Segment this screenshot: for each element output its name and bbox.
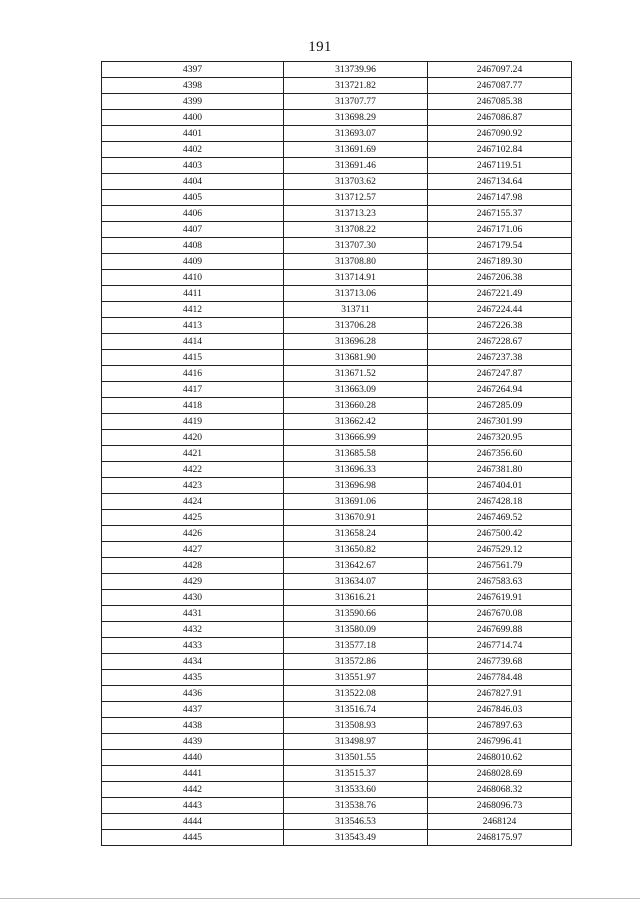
x-coordinate-cell: 313703.62 <box>284 174 428 190</box>
table-row <box>102 206 572 222</box>
x-coordinate-cell: 313634.07 <box>284 574 428 590</box>
x-coordinate-cell: 313671.52 <box>284 366 428 382</box>
x-coordinate-cell: 313572.86 <box>284 654 428 670</box>
y-coordinate-cell: 2467301.99 <box>428 414 572 430</box>
x-coordinate-cell: 313516.74 <box>284 702 428 718</box>
point-number-cell: 4434 <box>102 654 284 670</box>
y-coordinate-cell: 2467897.63 <box>428 718 572 734</box>
y-coordinate-cell: 2467670.08 <box>428 606 572 622</box>
table-row <box>102 334 572 350</box>
coordinate-table <box>101 61 572 846</box>
x-coordinate-cell: 313522.08 <box>284 686 428 702</box>
y-coordinate-cell: 2468096.73 <box>428 798 572 814</box>
y-coordinate-cell: 2468124 <box>428 814 572 830</box>
table-row <box>102 478 572 494</box>
x-coordinate-cell: 313685.58 <box>284 446 428 462</box>
table-row <box>102 510 572 526</box>
y-coordinate-cell: 2467228.67 <box>428 334 572 350</box>
point-number-cell: 4405 <box>102 190 284 206</box>
table-row <box>102 462 572 478</box>
y-coordinate-cell: 2467090.92 <box>428 126 572 142</box>
table-row <box>102 254 572 270</box>
x-coordinate-cell: 313696.33 <box>284 462 428 478</box>
x-coordinate-cell: 313666.99 <box>284 430 428 446</box>
y-coordinate-cell: 2467206.38 <box>428 270 572 286</box>
x-coordinate-cell: 313706.28 <box>284 318 428 334</box>
table-row <box>102 366 572 382</box>
x-coordinate-cell: 313712.57 <box>284 190 428 206</box>
x-coordinate-cell: 313498.97 <box>284 734 428 750</box>
table-row <box>102 606 572 622</box>
x-coordinate-cell: 313533.60 <box>284 782 428 798</box>
table-row <box>102 318 572 334</box>
y-coordinate-cell: 2467155.37 <box>428 206 572 222</box>
point-number-cell: 4409 <box>102 254 284 270</box>
y-coordinate-cell: 2468068.32 <box>428 782 572 798</box>
point-number-cell: 4418 <box>102 398 284 414</box>
x-coordinate-cell: 313580.09 <box>284 622 428 638</box>
table-row <box>102 830 572 846</box>
y-coordinate-cell: 2467171.06 <box>428 222 572 238</box>
y-coordinate-cell: 2467224.44 <box>428 302 572 318</box>
point-number-cell: 4403 <box>102 158 284 174</box>
table-row <box>102 718 572 734</box>
table-row <box>102 222 572 238</box>
y-coordinate-cell: 2467134.64 <box>428 174 572 190</box>
point-number-cell: 4425 <box>102 510 284 526</box>
table-row <box>102 446 572 462</box>
table-row <box>102 382 572 398</box>
x-coordinate-cell: 313546.53 <box>284 814 428 830</box>
x-coordinate-cell: 313713.23 <box>284 206 428 222</box>
x-coordinate-cell: 313691.69 <box>284 142 428 158</box>
y-coordinate-cell: 2467119.51 <box>428 158 572 174</box>
y-coordinate-cell: 2467619.91 <box>428 590 572 606</box>
y-coordinate-cell: 2467529.12 <box>428 542 572 558</box>
x-coordinate-cell: 313739.96 <box>284 62 428 78</box>
x-coordinate-cell: 313650.82 <box>284 542 428 558</box>
y-coordinate-cell: 2467739.68 <box>428 654 572 670</box>
x-coordinate-cell: 313707.77 <box>284 94 428 110</box>
y-coordinate-cell: 2467189.30 <box>428 254 572 270</box>
point-number-cell: 4406 <box>102 206 284 222</box>
point-number-cell: 4437 <box>102 702 284 718</box>
x-coordinate-cell: 313708.80 <box>284 254 428 270</box>
x-coordinate-cell: 313577.18 <box>284 638 428 654</box>
x-coordinate-cell: 313681.90 <box>284 350 428 366</box>
point-number-cell: 4429 <box>102 574 284 590</box>
page-number: 191 <box>308 39 332 55</box>
point-number-cell: 4424 <box>102 494 284 510</box>
y-coordinate-cell: 2467221.49 <box>428 286 572 302</box>
point-number-cell: 4411 <box>102 286 284 302</box>
table-row <box>102 270 572 286</box>
y-coordinate-cell: 2467086.87 <box>428 110 572 126</box>
point-number-cell: 4426 <box>102 526 284 542</box>
table-row <box>102 542 572 558</box>
table-row <box>102 78 572 94</box>
x-coordinate-cell: 313616.21 <box>284 590 428 606</box>
point-number-cell: 4439 <box>102 734 284 750</box>
point-number-cell: 4401 <box>102 126 284 142</box>
table-row <box>102 110 572 126</box>
x-coordinate-cell: 313501.55 <box>284 750 428 766</box>
x-coordinate-cell: 313660.28 <box>284 398 428 414</box>
table-row <box>102 654 572 670</box>
x-coordinate-cell: 313696.98 <box>284 478 428 494</box>
table-row <box>102 126 572 142</box>
y-coordinate-cell: 2467285.09 <box>428 398 572 414</box>
point-number-cell: 4412 <box>102 302 284 318</box>
table-row <box>102 94 572 110</box>
y-coordinate-cell: 2467784.48 <box>428 670 572 686</box>
x-coordinate-cell: 313551.97 <box>284 670 428 686</box>
point-number-cell: 4431 <box>102 606 284 622</box>
point-number-cell: 4415 <box>102 350 284 366</box>
point-number-cell: 4423 <box>102 478 284 494</box>
x-coordinate-cell: 313713.06 <box>284 286 428 302</box>
table-row <box>102 398 572 414</box>
x-coordinate-cell: 313508.93 <box>284 718 428 734</box>
point-number-cell: 4421 <box>102 446 284 462</box>
coordinate-table-body <box>102 62 572 846</box>
table-row <box>102 750 572 766</box>
y-coordinate-cell: 2468010.62 <box>428 750 572 766</box>
table-row <box>102 686 572 702</box>
point-number-cell: 4435 <box>102 670 284 686</box>
point-number-cell: 4419 <box>102 414 284 430</box>
point-number-cell: 4413 <box>102 318 284 334</box>
point-number-cell: 4404 <box>102 174 284 190</box>
y-coordinate-cell: 2467500.42 <box>428 526 572 542</box>
point-number-cell: 4416 <box>102 366 284 382</box>
point-number-cell: 4422 <box>102 462 284 478</box>
y-coordinate-cell: 2467237.38 <box>428 350 572 366</box>
x-coordinate-cell: 313642.67 <box>284 558 428 574</box>
table-row <box>102 174 572 190</box>
y-coordinate-cell: 2467179.54 <box>428 238 572 254</box>
table-row <box>102 702 572 718</box>
y-coordinate-cell: 2467356.60 <box>428 446 572 462</box>
table-row <box>102 158 572 174</box>
x-coordinate-cell: 313662.42 <box>284 414 428 430</box>
y-coordinate-cell: 2467102.84 <box>428 142 572 158</box>
point-number-cell: 4440 <box>102 750 284 766</box>
table-row <box>102 494 572 510</box>
x-coordinate-cell: 313711 <box>284 302 428 318</box>
y-coordinate-cell: 2467087.77 <box>428 78 572 94</box>
point-number-cell: 4399 <box>102 94 284 110</box>
point-number-cell: 4414 <box>102 334 284 350</box>
table-row <box>102 190 572 206</box>
table-row <box>102 302 572 318</box>
y-coordinate-cell: 2467699.88 <box>428 622 572 638</box>
point-number-cell: 4432 <box>102 622 284 638</box>
x-coordinate-cell: 313543.49 <box>284 830 428 846</box>
point-number-cell: 4398 <box>102 78 284 94</box>
point-number-cell: 4441 <box>102 766 284 782</box>
x-coordinate-cell: 313693.07 <box>284 126 428 142</box>
table-row <box>102 622 572 638</box>
y-coordinate-cell: 2467428.18 <box>428 494 572 510</box>
x-coordinate-cell: 313698.29 <box>284 110 428 126</box>
table-row <box>102 798 572 814</box>
point-number-cell: 4420 <box>102 430 284 446</box>
table-row <box>102 814 572 830</box>
y-coordinate-cell: 2467381.80 <box>428 462 572 478</box>
x-coordinate-cell: 313691.06 <box>284 494 428 510</box>
point-number-cell: 4400 <box>102 110 284 126</box>
y-coordinate-cell: 2468028.69 <box>428 766 572 782</box>
y-coordinate-cell: 2467404.01 <box>428 478 572 494</box>
y-coordinate-cell: 2467085.38 <box>428 94 572 110</box>
y-coordinate-cell: 2467561.79 <box>428 558 572 574</box>
point-number-cell: 4407 <box>102 222 284 238</box>
x-coordinate-cell: 313658.24 <box>284 526 428 542</box>
table-row <box>102 286 572 302</box>
page-bottom-rule <box>0 898 640 899</box>
table-row <box>102 782 572 798</box>
table-row <box>102 574 572 590</box>
y-coordinate-cell: 2467846.03 <box>428 702 572 718</box>
x-coordinate-cell: 313691.46 <box>284 158 428 174</box>
x-coordinate-cell: 313663.09 <box>284 382 428 398</box>
point-number-cell: 4445 <box>102 830 284 846</box>
point-number-cell: 4443 <box>102 798 284 814</box>
point-number-cell: 4430 <box>102 590 284 606</box>
point-number-cell: 4442 <box>102 782 284 798</box>
y-coordinate-cell: 2467264.94 <box>428 382 572 398</box>
point-number-cell: 4433 <box>102 638 284 654</box>
x-coordinate-cell: 313696.28 <box>284 334 428 350</box>
y-coordinate-cell: 2467226.38 <box>428 318 572 334</box>
y-coordinate-cell: 2467714.74 <box>428 638 572 654</box>
point-number-cell: 4410 <box>102 270 284 286</box>
y-coordinate-cell: 2467247.87 <box>428 366 572 382</box>
point-number-cell: 4427 <box>102 542 284 558</box>
y-coordinate-cell: 2467583.63 <box>428 574 572 590</box>
x-coordinate-cell: 313515.37 <box>284 766 428 782</box>
table-row <box>102 670 572 686</box>
x-coordinate-cell: 313590.66 <box>284 606 428 622</box>
table-row <box>102 62 572 78</box>
table-row <box>102 414 572 430</box>
table-row <box>102 350 572 366</box>
x-coordinate-cell: 313707.30 <box>284 238 428 254</box>
point-number-cell: 4436 <box>102 686 284 702</box>
table-row <box>102 590 572 606</box>
table-row <box>102 638 572 654</box>
x-coordinate-cell: 313708.22 <box>284 222 428 238</box>
table-row <box>102 142 572 158</box>
table-row <box>102 238 572 254</box>
point-number-cell: 4438 <box>102 718 284 734</box>
x-coordinate-cell: 313721.82 <box>284 78 428 94</box>
point-number-cell: 4428 <box>102 558 284 574</box>
y-coordinate-cell: 2467827.91 <box>428 686 572 702</box>
point-number-cell: 4417 <box>102 382 284 398</box>
y-coordinate-cell: 2467469.52 <box>428 510 572 526</box>
x-coordinate-cell: 313538.76 <box>284 798 428 814</box>
y-coordinate-cell: 2467147.98 <box>428 190 572 206</box>
point-number-cell: 4444 <box>102 814 284 830</box>
table-row <box>102 526 572 542</box>
x-coordinate-cell: 313714.91 <box>284 270 428 286</box>
y-coordinate-cell: 2467996.41 <box>428 734 572 750</box>
y-coordinate-cell: 2468175.97 <box>428 830 572 846</box>
table-row <box>102 766 572 782</box>
point-number-cell: 4397 <box>102 62 284 78</box>
point-number-cell: 4402 <box>102 142 284 158</box>
table-row <box>102 558 572 574</box>
point-number-cell: 4408 <box>102 238 284 254</box>
table-row <box>102 734 572 750</box>
y-coordinate-cell: 2467097.24 <box>428 62 572 78</box>
table-row <box>102 430 572 446</box>
y-coordinate-cell: 2467320.95 <box>428 430 572 446</box>
x-coordinate-cell: 313670.91 <box>284 510 428 526</box>
